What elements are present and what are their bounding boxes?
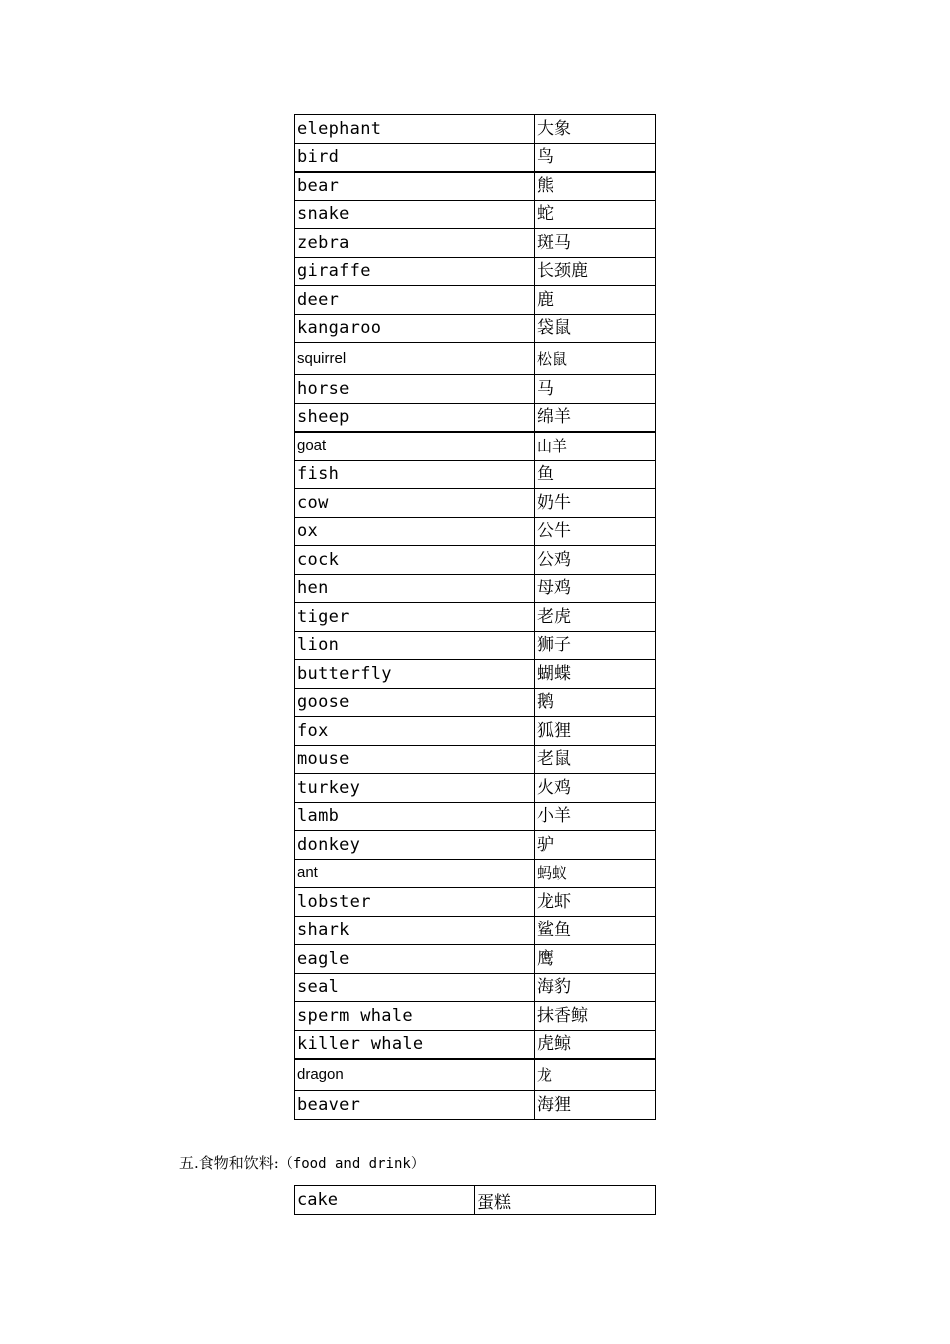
chinese-translation-cell: 奶牛 bbox=[535, 489, 656, 518]
english-word-cell: mouse bbox=[295, 745, 535, 774]
table-row bbox=[295, 831, 656, 860]
animal-vocabulary-table bbox=[294, 114, 656, 1120]
table-row bbox=[295, 688, 656, 717]
english-word-cell: cow bbox=[295, 489, 535, 518]
table-row bbox=[295, 229, 656, 258]
english-word-cell: lobster bbox=[295, 888, 535, 917]
english-word-cell: killer whale bbox=[295, 1030, 535, 1059]
chinese-translation-cell: 蛋糕 bbox=[475, 1186, 656, 1215]
chinese-translation-cell: 鱼 bbox=[535, 460, 656, 489]
table-row bbox=[295, 172, 656, 201]
english-word-cell: butterfly bbox=[295, 660, 535, 689]
english-word-cell: goose bbox=[295, 688, 535, 717]
table-row bbox=[295, 375, 656, 404]
english-word-cell: bear bbox=[295, 172, 535, 201]
table-row bbox=[295, 1002, 656, 1031]
chinese-translation-cell: 马 bbox=[535, 375, 656, 404]
english-word-cell: sperm whale bbox=[295, 1002, 535, 1031]
english-word-cell: shark bbox=[295, 916, 535, 945]
table-row bbox=[295, 660, 656, 689]
table-row bbox=[295, 546, 656, 575]
english-word-cell: beaver bbox=[295, 1091, 535, 1120]
chinese-translation-cell: 绵羊 bbox=[535, 403, 656, 432]
chinese-translation-cell: 蛇 bbox=[535, 200, 656, 229]
english-word-cell: ox bbox=[295, 517, 535, 546]
chinese-translation-cell: 长颈鹿 bbox=[535, 257, 656, 286]
chinese-translation-cell: 鹅 bbox=[535, 688, 656, 717]
table-row bbox=[295, 745, 656, 774]
english-word-cell: fox bbox=[295, 717, 535, 746]
english-word-cell: elephant bbox=[295, 115, 535, 144]
table-row bbox=[295, 717, 656, 746]
table-row bbox=[295, 432, 656, 461]
table-row bbox=[295, 973, 656, 1002]
chinese-translation-cell: 狐狸 bbox=[535, 717, 656, 746]
chinese-translation-cell: 抹香鲸 bbox=[535, 1002, 656, 1031]
table-row bbox=[295, 257, 656, 286]
english-word-cell: eagle bbox=[295, 945, 535, 974]
table-row bbox=[295, 143, 656, 172]
chinese-translation-cell: 龙 bbox=[535, 1059, 656, 1091]
chinese-translation-cell: 公鸡 bbox=[535, 546, 656, 575]
english-word-cell: ant bbox=[295, 859, 535, 888]
food-vocabulary-table bbox=[294, 1185, 656, 1215]
table-row bbox=[295, 774, 656, 803]
table-row bbox=[295, 200, 656, 229]
chinese-translation-cell: 蚂蚁 bbox=[535, 859, 656, 888]
table-row bbox=[295, 1030, 656, 1059]
section-heading-english: （food and drink） bbox=[278, 1156, 425, 1172]
table-row bbox=[295, 489, 656, 518]
table-row bbox=[295, 574, 656, 603]
chinese-translation-cell: 老虎 bbox=[535, 603, 656, 632]
english-word-cell: seal bbox=[295, 973, 535, 1002]
table-row bbox=[295, 286, 656, 315]
section-heading-chinese: 五.食物和饮料: bbox=[179, 1154, 279, 1172]
english-word-cell: snake bbox=[295, 200, 535, 229]
table-row bbox=[295, 1059, 656, 1091]
section-heading-food-and-drink bbox=[179, 1152, 425, 1173]
table-row bbox=[295, 859, 656, 888]
chinese-translation-cell: 鹰 bbox=[535, 945, 656, 974]
chinese-translation-cell: 袋鼠 bbox=[535, 314, 656, 343]
chinese-translation-cell: 松鼠 bbox=[535, 343, 656, 375]
table-row bbox=[295, 1091, 656, 1120]
chinese-translation-cell: 大象 bbox=[535, 115, 656, 144]
table-row bbox=[295, 631, 656, 660]
english-word-cell: cake bbox=[295, 1186, 475, 1215]
english-word-cell: cock bbox=[295, 546, 535, 575]
english-word-cell: dragon bbox=[295, 1059, 535, 1091]
table-row bbox=[295, 945, 656, 974]
animal-table-body bbox=[295, 115, 656, 1120]
table-row bbox=[295, 603, 656, 632]
chinese-translation-cell: 斑马 bbox=[535, 229, 656, 258]
english-word-cell: kangaroo bbox=[295, 314, 535, 343]
english-word-cell: fish bbox=[295, 460, 535, 489]
table-row bbox=[295, 460, 656, 489]
chinese-translation-cell: 山羊 bbox=[535, 432, 656, 461]
english-word-cell: tiger bbox=[295, 603, 535, 632]
english-word-cell: horse bbox=[295, 375, 535, 404]
table-row bbox=[295, 115, 656, 144]
table-row bbox=[295, 517, 656, 546]
chinese-translation-cell: 小羊 bbox=[535, 802, 656, 831]
table-row bbox=[295, 403, 656, 432]
chinese-translation-cell: 熊 bbox=[535, 172, 656, 201]
table-row bbox=[295, 888, 656, 917]
table-row bbox=[295, 1186, 656, 1215]
english-word-cell: goat bbox=[295, 432, 535, 461]
english-word-cell: hen bbox=[295, 574, 535, 603]
english-word-cell: turkey bbox=[295, 774, 535, 803]
english-word-cell: giraffe bbox=[295, 257, 535, 286]
english-word-cell: squirrel bbox=[295, 343, 535, 375]
chinese-translation-cell: 鹿 bbox=[535, 286, 656, 315]
chinese-translation-cell: 公牛 bbox=[535, 517, 656, 546]
chinese-translation-cell: 火鸡 bbox=[535, 774, 656, 803]
chinese-translation-cell: 驴 bbox=[535, 831, 656, 860]
chinese-translation-cell: 母鸡 bbox=[535, 574, 656, 603]
chinese-translation-cell: 老鼠 bbox=[535, 745, 656, 774]
chinese-translation-cell: 蝴蝶 bbox=[535, 660, 656, 689]
english-word-cell: zebra bbox=[295, 229, 535, 258]
chinese-translation-cell: 虎鲸 bbox=[535, 1030, 656, 1059]
chinese-translation-cell: 海狸 bbox=[535, 1091, 656, 1120]
english-word-cell: deer bbox=[295, 286, 535, 315]
chinese-translation-cell: 龙虾 bbox=[535, 888, 656, 917]
table-row bbox=[295, 916, 656, 945]
english-word-cell: lion bbox=[295, 631, 535, 660]
chinese-translation-cell: 鲨鱼 bbox=[535, 916, 656, 945]
chinese-translation-cell: 海豹 bbox=[535, 973, 656, 1002]
english-word-cell: donkey bbox=[295, 831, 535, 860]
table-row bbox=[295, 343, 656, 375]
table-row bbox=[295, 802, 656, 831]
chinese-translation-cell: 狮子 bbox=[535, 631, 656, 660]
chinese-translation-cell: 鸟 bbox=[535, 143, 656, 172]
english-word-cell: bird bbox=[295, 143, 535, 172]
food-table-body bbox=[295, 1186, 656, 1215]
table-row bbox=[295, 314, 656, 343]
english-word-cell: sheep bbox=[295, 403, 535, 432]
english-word-cell: lamb bbox=[295, 802, 535, 831]
